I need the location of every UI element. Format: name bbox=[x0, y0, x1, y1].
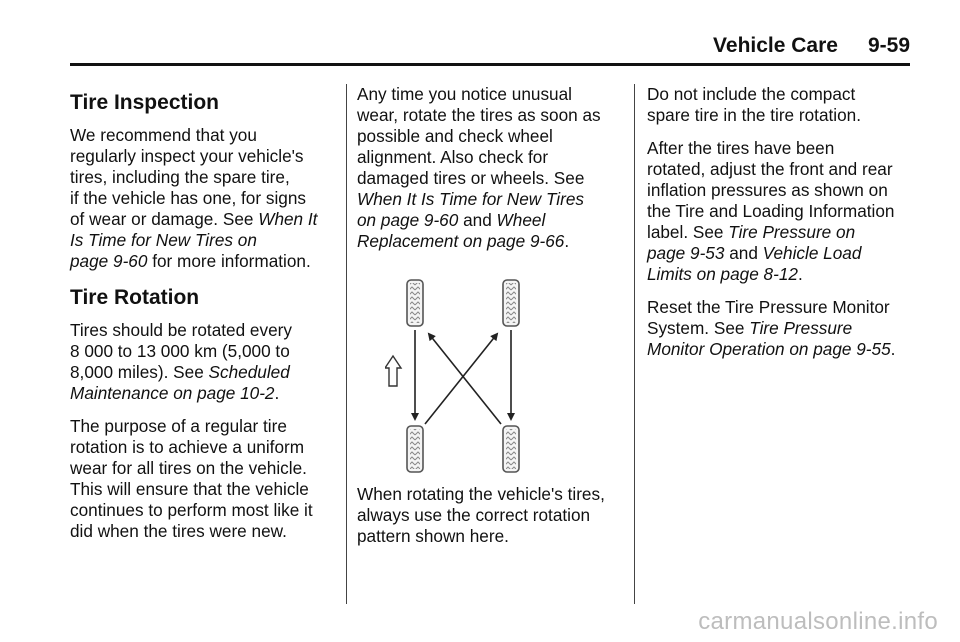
text-line: damaged tires or wheels. See bbox=[357, 168, 585, 188]
text-line: The purpose of a regular tire bbox=[70, 416, 287, 436]
tire-rotation-diagram bbox=[385, 276, 525, 476]
text-line: Do not include the compact bbox=[647, 84, 856, 104]
watermark: carmanualsonline.info bbox=[698, 608, 938, 635]
xref-link[interactable]: Scheduled bbox=[208, 362, 290, 382]
xref-link[interactable]: When It Is Time for New Tires bbox=[357, 189, 584, 209]
text-line: . bbox=[564, 231, 570, 251]
xref-link[interactable]: Limits on page 8-12 bbox=[647, 264, 798, 284]
text-line: for more information. bbox=[147, 251, 311, 271]
header-rule bbox=[70, 63, 910, 66]
text-line: and bbox=[458, 210, 497, 230]
text-line: spare tire in the tire rotation. bbox=[647, 105, 861, 125]
text-line: tires, including the spare tire, bbox=[70, 167, 290, 187]
xref-link[interactable]: Maintenance on page 10-2 bbox=[70, 383, 275, 403]
text-line: Reset the Tire Pressure Monitor bbox=[647, 297, 890, 317]
text-line: possible and check wheel bbox=[357, 126, 553, 146]
tire-front-right-icon bbox=[503, 280, 519, 326]
xref-link[interactable]: Tire Pressure on bbox=[728, 222, 856, 242]
arrow-rear-left-to-front-right-icon bbox=[425, 334, 497, 424]
paragraph-rotation-interval bbox=[70, 320, 338, 404]
text-line: Any time you notice unusual bbox=[357, 84, 572, 104]
heading-tire-rotation: Tire Rotation bbox=[70, 286, 200, 309]
text-line: . bbox=[797, 264, 803, 284]
column-divider-2 bbox=[634, 84, 635, 604]
text-line: . bbox=[890, 339, 896, 359]
text-line: 8,000 miles). See bbox=[70, 362, 209, 382]
arrow-rear-right-to-front-left-icon bbox=[429, 334, 501, 424]
text-line: 8 000 to 13 000 km (5,000 to bbox=[70, 341, 290, 361]
text-line: rotation is to achieve a uniform bbox=[70, 437, 305, 457]
heading-tire-inspection: Tire Inspection bbox=[70, 91, 219, 114]
text-line: inflation pressures as shown on bbox=[647, 180, 888, 200]
xref-link[interactable]: Tire Pressure bbox=[749, 318, 853, 338]
column-3 bbox=[647, 84, 917, 372]
xref-link[interactable]: Vehicle Load bbox=[762, 243, 862, 263]
paragraph-unusual-wear bbox=[357, 84, 627, 252]
text-line: continues to perform most like it bbox=[70, 500, 313, 520]
column-2 bbox=[357, 84, 627, 559]
tire-rear-right-icon bbox=[503, 426, 519, 472]
text-line: . bbox=[274, 383, 280, 403]
text-line: regularly inspect your vehicle's bbox=[70, 146, 304, 166]
text-line: pattern shown here. bbox=[357, 526, 509, 546]
paragraph-rotation-pattern bbox=[357, 484, 627, 547]
column-1 bbox=[70, 84, 338, 554]
page-header bbox=[713, 34, 910, 58]
text-line: did when the tires were new. bbox=[70, 521, 287, 541]
vehicle-front-direction-icon bbox=[385, 356, 401, 386]
tire-front-left-icon bbox=[407, 280, 423, 326]
text-line: System. See bbox=[647, 318, 750, 338]
column-divider-1 bbox=[346, 84, 347, 604]
text-line: After the tires have been bbox=[647, 138, 835, 158]
section-title: Vehicle Care bbox=[713, 34, 838, 57]
text-line: label. See bbox=[647, 222, 729, 242]
paragraph-reset-tpms bbox=[647, 297, 917, 360]
paragraph-compact-spare bbox=[647, 84, 917, 126]
xref-link[interactable]: Replacement on page 9-66 bbox=[357, 231, 565, 251]
text-line: of wear or damage. See bbox=[70, 209, 259, 229]
text-line: and bbox=[724, 243, 763, 263]
text-line: the Tire and Loading Information bbox=[647, 201, 895, 221]
paragraph-rotation-purpose bbox=[70, 416, 338, 542]
xref-link[interactable]: on page 9-60 bbox=[357, 210, 459, 230]
text-line: wear, rotate the tires as soon as bbox=[357, 105, 601, 125]
xref-link[interactable]: When It bbox=[258, 209, 318, 229]
xref-link[interactable]: Is Time for New Tires on bbox=[70, 230, 257, 250]
text-line: always use the correct rotation bbox=[357, 505, 591, 525]
xref-link[interactable]: Monitor Operation on page 9-55 bbox=[647, 339, 891, 359]
text-line: We recommend that you bbox=[70, 125, 257, 145]
paragraph-inspection bbox=[70, 125, 338, 272]
text-line: if the vehicle has one, for signs bbox=[70, 188, 306, 208]
text-line: This will ensure that the vehicle bbox=[70, 479, 309, 499]
text-line: rotated, adjust the front and rear bbox=[647, 159, 893, 179]
paragraph-after-rotation bbox=[647, 138, 917, 285]
text-line: wear for all tires on the vehicle. bbox=[70, 458, 307, 478]
tire-rear-left-icon bbox=[407, 426, 423, 472]
text-line: Tires should be rotated every bbox=[70, 320, 292, 340]
text-line: When rotating the vehicle's tires, bbox=[357, 484, 605, 504]
text-line: alignment. Also check for bbox=[357, 147, 549, 167]
xref-link[interactable]: page 9-60 bbox=[70, 251, 148, 271]
xref-link[interactable]: page 9-53 bbox=[647, 243, 725, 263]
xref-link[interactable]: Wheel bbox=[496, 210, 546, 230]
page-number: 9-59 bbox=[867, 34, 910, 57]
